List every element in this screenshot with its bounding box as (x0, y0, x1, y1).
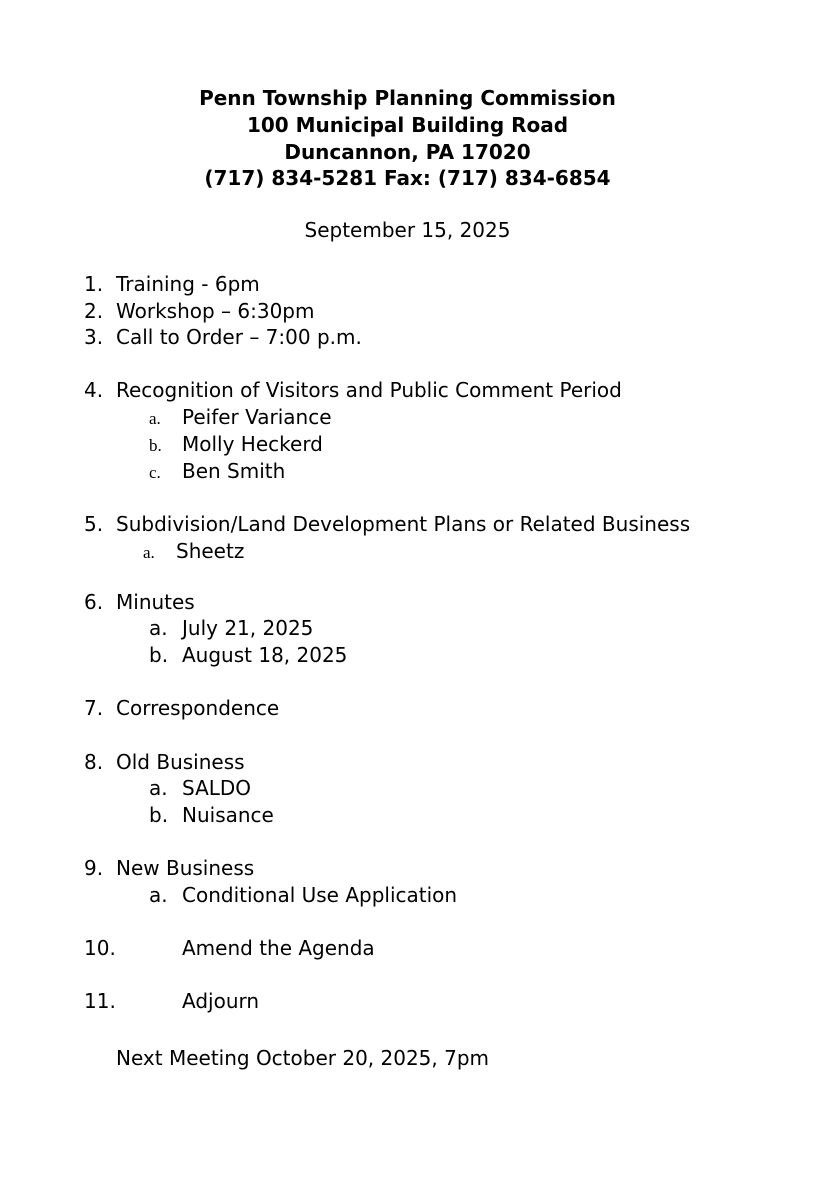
agenda-item-new-business: New Business (116, 856, 255, 880)
sub-item-marker: a. (149, 883, 168, 907)
agenda-item-number: 7. (84, 696, 104, 720)
phone-fax-line: (717) 834-5281 Fax: (717) 834-6854 (204, 166, 611, 191)
sub-item-marker: a. (143, 543, 155, 562)
agenda-item-number: 1. (84, 272, 104, 296)
sub-item-marker: b. (149, 803, 169, 827)
sub-item-marker: b. (149, 436, 162, 455)
sub-item-saldo: SALDO (182, 776, 252, 800)
sub-item-conditional-use: Conditional Use Application (182, 883, 458, 907)
address-line: 100 Municipal Building Road (246, 112, 569, 137)
agenda-item-workshop: Workshop – 6:30pm (116, 299, 315, 323)
agenda-item-number: 8. (84, 750, 104, 774)
sub-item-marker: b. (149, 643, 169, 667)
sub-item-ben-smith: Ben Smith (182, 459, 286, 483)
agenda-item-minutes: Minutes (116, 590, 195, 614)
agenda-item-public-comment: Recognition of Visitors and Public Comment Period (116, 378, 622, 402)
sub-item-august-minutes: August 18, 2025 (182, 643, 348, 667)
meeting-date: September 15, 2025 (304, 218, 511, 242)
agenda-item-number: 3. (84, 325, 104, 349)
next-meeting-note: Next Meeting October 20, 2025, 7pm (116, 1046, 490, 1070)
agenda-item-amend-agenda: Amend the Agenda (182, 936, 375, 960)
agenda-item-number: 6. (84, 590, 104, 614)
agenda-item-number: 9. (84, 856, 104, 880)
sub-item-marker: a. (149, 616, 168, 640)
sub-item-july-minutes: July 21, 2025 (182, 616, 314, 640)
sub-item-peifer-variance: Peifer Variance (182, 405, 332, 429)
sub-item-molly-heckerd: Molly Heckerd (182, 432, 323, 456)
agenda-item-correspondence: Correspondence (116, 696, 280, 720)
sub-item-nuisance: Nuisance (182, 803, 274, 827)
agenda-item-old-business: Old Business (116, 750, 245, 774)
agenda-item-number: 11. (84, 989, 116, 1013)
sub-item-marker: a. (149, 409, 161, 428)
agenda-item-training: Training - 6pm (116, 272, 260, 296)
agenda-item-subdivision: Subdivision/Land Development Plans or Related Business (116, 512, 691, 536)
sub-item-marker: a. (149, 776, 168, 800)
sub-item-sheetz: Sheetz (176, 539, 245, 563)
organization-name: Penn Township Planning Commission (199, 86, 616, 110)
agenda-item-number: 2. (84, 299, 104, 323)
agenda-item-number: 5. (84, 512, 104, 536)
agenda-item-number: 10. (84, 936, 116, 960)
letterhead (0, 85, 815, 192)
agenda-item-call-to-order: Call to Order – 7:00 p.m. (116, 325, 362, 349)
agenda-item-number: 4. (84, 378, 104, 402)
sub-item-marker: c. (149, 463, 161, 482)
city-line: Duncannon, PA 17020 (284, 139, 531, 164)
agenda-item-adjourn: Adjourn (182, 989, 260, 1013)
